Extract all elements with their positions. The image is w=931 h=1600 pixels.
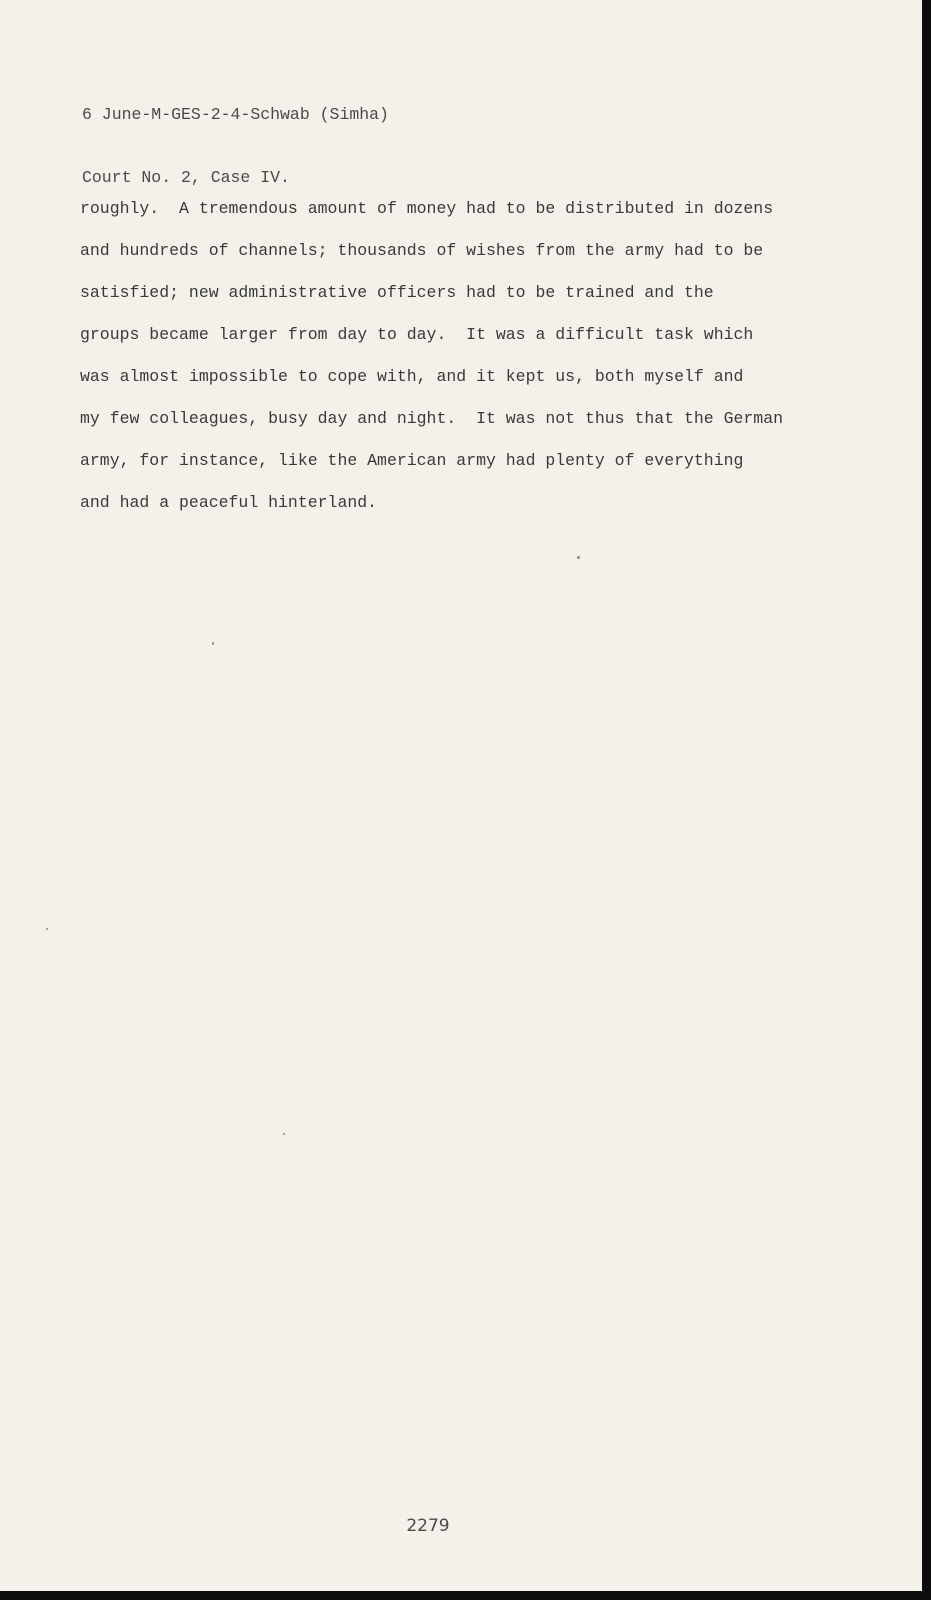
body-line: army, for instance, like the American army had plenty of everything bbox=[80, 451, 744, 470]
body-line: was almost impossible to cope with, and it kept us, both myself and bbox=[80, 367, 744, 386]
paper-speck bbox=[283, 1133, 285, 1135]
paper-speck bbox=[212, 642, 214, 645]
page-number: 2279 bbox=[406, 1516, 450, 1536]
paper-speck bbox=[46, 928, 48, 930]
paper-speck bbox=[577, 556, 580, 559]
body-line: my few colleagues, busy day and night. It was not thus that the German bbox=[80, 409, 784, 428]
body-paragraph bbox=[80, 188, 840, 524]
body-line: satisfied; new administrative officers had to be trained and the bbox=[80, 283, 714, 302]
header-reference-line: 6 June-M-GES-2-4-Schwab (Simha) bbox=[82, 105, 389, 124]
body-line: and hundreds of channels; thousands of wishes from the army had to be bbox=[80, 241, 764, 260]
body-line: roughly. A tremendous amount of money had to be distributed in dozens bbox=[80, 199, 774, 218]
body-line: and had a peaceful hinterland. bbox=[80, 493, 378, 512]
body-line: groups became larger from day to day. It was a difficult task which bbox=[80, 325, 754, 344]
header-case-line: Court No. 2, Case IV. bbox=[82, 168, 290, 187]
